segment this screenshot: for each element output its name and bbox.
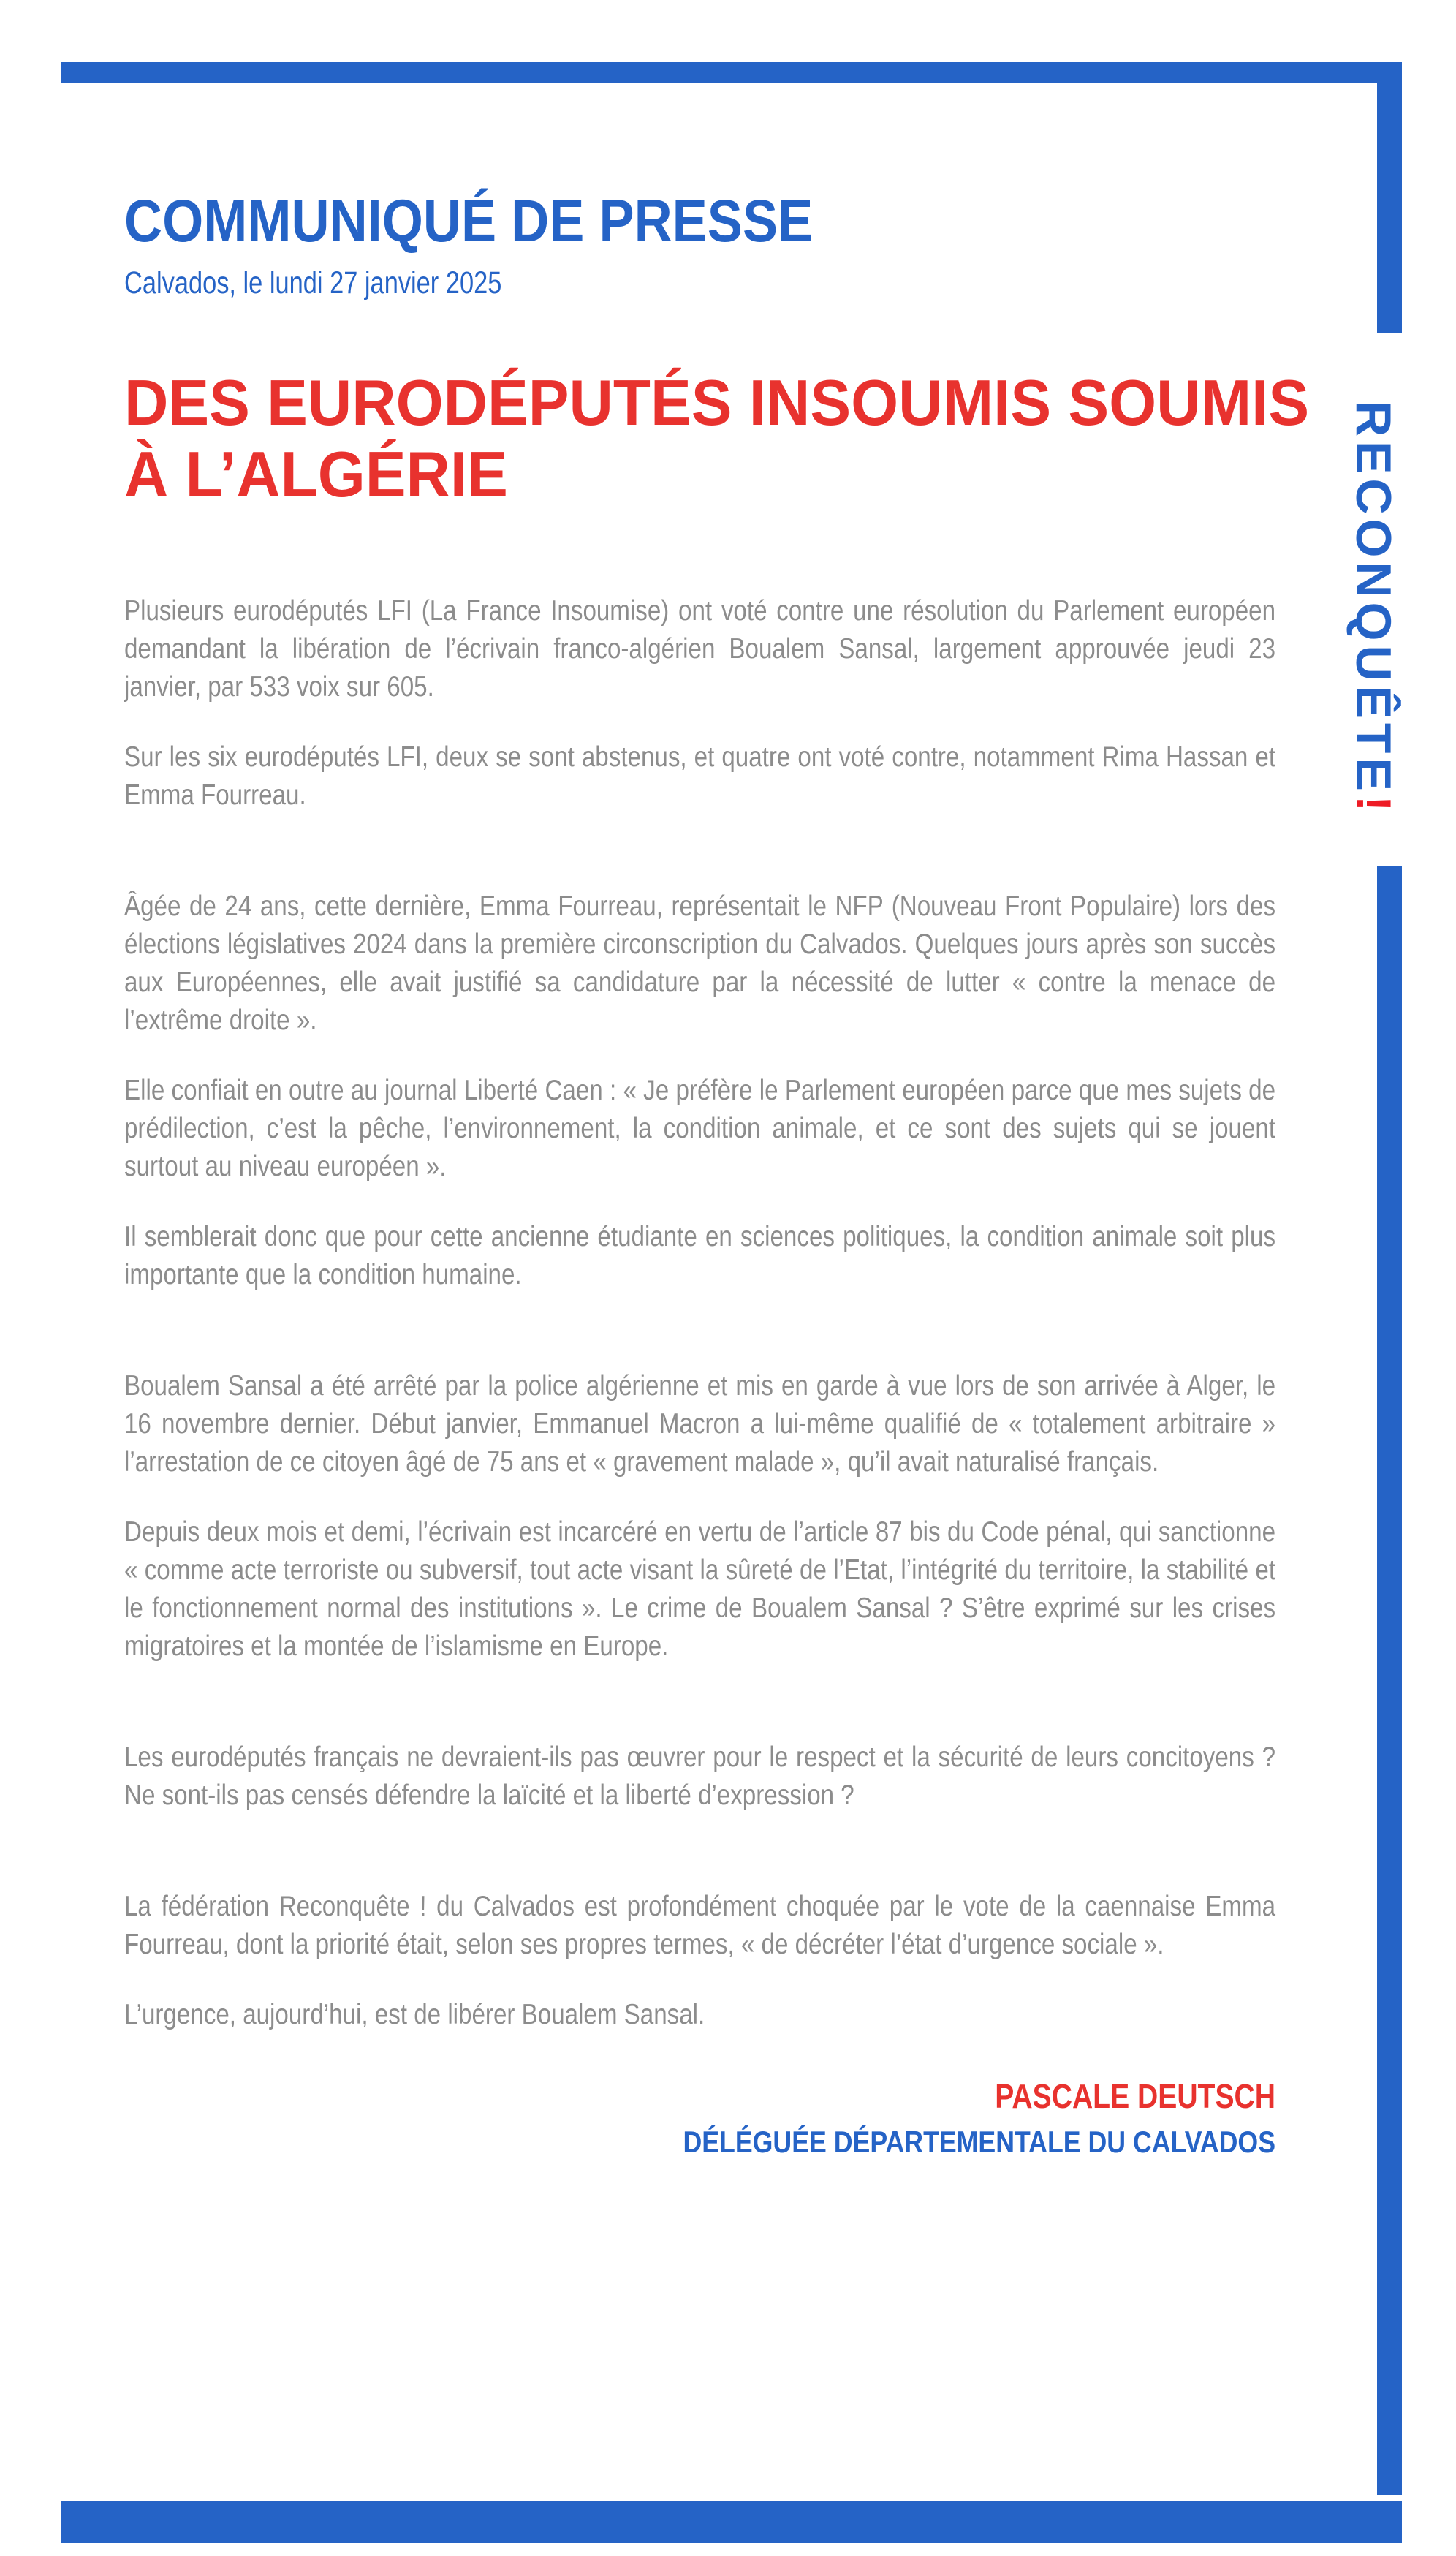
body-paragraph-1: Plusieurs eurodéputés LFI (La France Insoumise) ont voté contre une résolution du Parlement européen demandant la libération de l’écrivain franco-algérien Boualem Sansal, largement approuvée jeudi 23 janvier, par 533 voix sur 605. <box>124 594 1276 703</box>
body-paragraph-6: Boualem Sansal a été arrêté par la police algérienne et mis en garde à vue lors de son arrivée à Alger, le 16 novembre dernier. Début janvier, Emmanuel Macron a lui-même qualifié de « totalement arbitraire » l’arrestation de ce citoyen âgé de 75 ans et « gravement malade », qu’il avait naturalisé français. <box>124 1369 1276 1478</box>
headline-line-2: À L’ALGÉRIE <box>124 437 508 510</box>
reconquete-logo-exclamation: ! <box>1346 795 1401 817</box>
bottom-frame-bar <box>61 2501 1402 2543</box>
body-paragraph-3: Âgée de 24 ans, cette dernière, Emma Fourreau, représentait le NFP (Nouveau Front Populaire) lors des élections législatives 2024 dans la première circonscription du Calvados. Quelques jours après son succès aux Européennes, elle avait justifié sa candidature par la nécessité de lutter « contre la menace de l’extrême droite ». <box>124 890 1276 1036</box>
right-frame-bar-upper <box>1377 83 1402 333</box>
reconquete-logo-text: RECONQUÊTE <box>1346 401 1401 795</box>
body-paragraph-2: Sur les six eurodéputés LFI, deux se sont abstenus, et quatre ont voté contre, notamment Rima Hassan et Emma Fourreau. <box>124 741 1276 811</box>
headline-line-1: DES EURODÉPUTÉS INSOUMIS SOUMIS <box>124 366 1310 439</box>
body-paragraph-8: Les eurodéputés français ne devraient-ils pas œuvrer pour le respect et la sécurité de leurs concitoyens ? Ne sont-ils pas censés défendre la laïcité et la liberté d’expression ? <box>124 1741 1276 1811</box>
press-release-kicker: COMMUNIQUÉ DE PRESSE <box>124 188 814 254</box>
signature-name: PASCALE DEUTSCH <box>995 2076 1275 2115</box>
headline <box>124 366 1310 510</box>
body-copy <box>124 592 1275 2034</box>
body-paragraph-7: Depuis deux mois et demi, l’écrivain est incarcéré en vertu de l’article 87 bis du Code pénal, qui sanctionne « comme acte terroriste ou subversif, tout acte visant la sûreté de l’Etat, l’intégrité du territoire, la stabilité et le fonctionnement normal des institutions ». Le crime de Boualem Sansal ? S’être exprimé sur les crises migratoires et la montée de l’islamisme en Europe. <box>124 1516 1276 1662</box>
body-paragraph-10: L’urgence, aujourd’hui, est de libérer Boualem Sansal. <box>124 1998 705 2030</box>
right-frame-bar-lower <box>1377 866 1402 2495</box>
body-paragraph-5: Il semblerait donc que pour cette ancienne étudiante en sciences politiques, la condition animale soit plus importante que la condition humaine. <box>124 1220 1276 1290</box>
dateline: Calvados, le lundi 27 janvier 2025 <box>124 265 502 300</box>
signature-role: DÉLÉGUÉE DÉPARTEMENTALE DU CALVADOS <box>683 2124 1275 2159</box>
content-column <box>124 0 1310 2160</box>
body-paragraph-9: La fédération Reconquête ! du Calvados est profondément choquée par le vote de la caennaise Emma Fourreau, dont la priorité était, selon ses propres termes, « de décréter l’état d’urgence sociale ». <box>124 1890 1276 1960</box>
body-paragraph-4: Elle confiait en outre au journal Liberté Caen : « Je préfère le Parlement européen parce que mes sujets de prédilection, c’est la pêche, l’environnement, la condition animale, et ce sont des sujets qui se jouent surtout au niveau européen ». <box>124 1074 1276 1182</box>
reconquete-logo <box>1343 401 1402 825</box>
signature-block <box>124 2076 1275 2160</box>
